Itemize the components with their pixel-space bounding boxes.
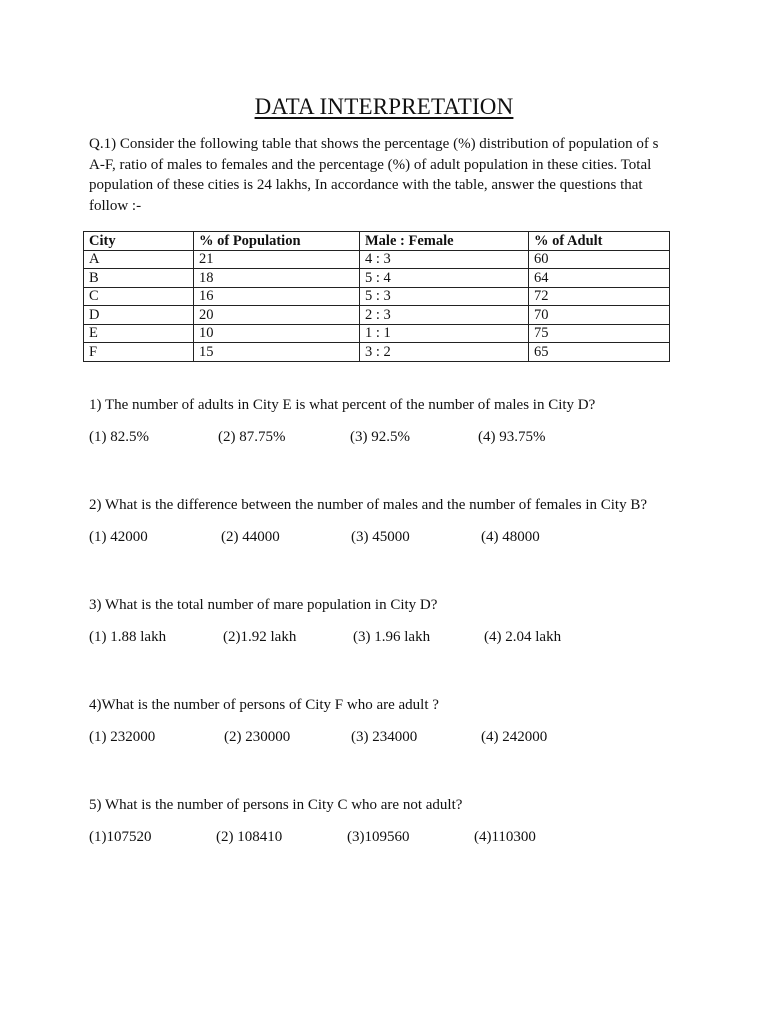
option-4: (4) 242000 [481, 729, 548, 745]
question-text: 5) What is the number of persons in City C who are not adult? [89, 797, 463, 813]
cell-male-female: 1 : 1 [360, 324, 529, 343]
header-population: % of Population [194, 232, 360, 251]
cell-population: 18 [194, 269, 360, 288]
cell-male-female: 4 : 3 [360, 250, 529, 269]
intro-line: population of these cities is 24 lakhs, In accordance with the table, answer the questions that [89, 177, 643, 193]
cell-adult: 70 [529, 306, 670, 325]
cell-city: E [84, 324, 194, 343]
question-text: 2) What is the difference between the number of males and the number of females in City B? [89, 497, 648, 513]
cell-population: 21 [194, 250, 360, 269]
answer-options [89, 527, 729, 547]
option-3: (3) 92.5% [350, 429, 410, 445]
option-4: (4) 93.75% [478, 429, 546, 445]
cell-male-female: 3 : 2 [360, 343, 529, 362]
cell-population: 10 [194, 324, 360, 343]
option-3: (3) 45000 [351, 529, 410, 545]
option-3: (3)109560 [347, 829, 410, 845]
option-1: (1) 42000 [89, 529, 148, 545]
option-4: (4)110300 [474, 829, 536, 845]
table-header-row [84, 232, 670, 251]
option-2: (2) 108410 [216, 829, 283, 845]
table-row [84, 287, 670, 306]
cell-population: 15 [194, 343, 360, 362]
question-text: 1) The number of adults in City E is what percent of the number of males in City D? [89, 397, 596, 413]
cell-male-female: 5 : 3 [360, 287, 529, 306]
option-2: (2)1.92 lakh [223, 629, 297, 645]
cell-city: F [84, 343, 194, 362]
question-text: 4)What is the number of persons of City F who are adult ? [89, 697, 439, 713]
table-row [84, 269, 670, 288]
table-row [84, 250, 670, 269]
cell-population: 20 [194, 306, 360, 325]
question-5 [89, 795, 729, 847]
cell-adult: 75 [529, 324, 670, 343]
cell-male-female: 2 : 3 [360, 306, 529, 325]
option-2: (2) 230000 [224, 729, 291, 745]
option-4: (4) 48000 [481, 529, 540, 545]
option-1: (1) 1.88 lakh [89, 629, 167, 645]
cell-adult: 72 [529, 287, 670, 306]
answer-options [89, 627, 729, 647]
header-male-female: Male : Female [360, 232, 529, 251]
option-3: (3) 1.96 lakh [353, 629, 431, 645]
header-city: City [84, 232, 194, 251]
question-2 [89, 495, 729, 547]
option-1: (1) 82.5% [89, 429, 149, 445]
table-row [84, 324, 670, 343]
intro-line: A-F, ratio of males to females and the percentage (%) of adult population in these cities. Total [89, 156, 652, 173]
answer-options [89, 827, 729, 847]
option-2: (2) 44000 [221, 529, 280, 545]
cell-male-female: 5 : 4 [360, 269, 529, 288]
cell-population: 16 [194, 287, 360, 306]
intro-paragraph [89, 134, 669, 216]
question-3 [89, 595, 729, 647]
cell-adult: 60 [529, 250, 670, 269]
page-title: DATA INTERPRETATION [254, 94, 514, 119]
question-4 [89, 695, 729, 747]
cell-city: D [84, 306, 194, 325]
option-4: (4) 2.04 lakh [484, 629, 562, 645]
question-1 [89, 395, 729, 447]
cell-city: C [84, 287, 194, 306]
intro-line: follow :- [89, 197, 142, 214]
cell-adult: 65 [529, 343, 670, 362]
intro-line: Q.1) Consider the following table that shows the percentage (%) distribution of population of s [89, 136, 659, 152]
cell-city: A [84, 250, 194, 269]
answer-options [89, 727, 729, 747]
option-1: (1)107520 [89, 829, 152, 845]
option-2: (2) 87.75% [218, 429, 286, 445]
cell-city: B [84, 269, 194, 288]
population-table [83, 231, 670, 362]
table-row [84, 306, 670, 325]
header-adult: % of Adult [529, 232, 670, 251]
option-1: (1) 232000 [89, 729, 156, 745]
question-text: 3) What is the total number of mare population in City D? [89, 597, 438, 613]
cell-adult: 64 [529, 269, 670, 288]
answer-options [89, 427, 729, 447]
option-3: (3) 234000 [351, 729, 418, 745]
table-row [84, 343, 670, 362]
